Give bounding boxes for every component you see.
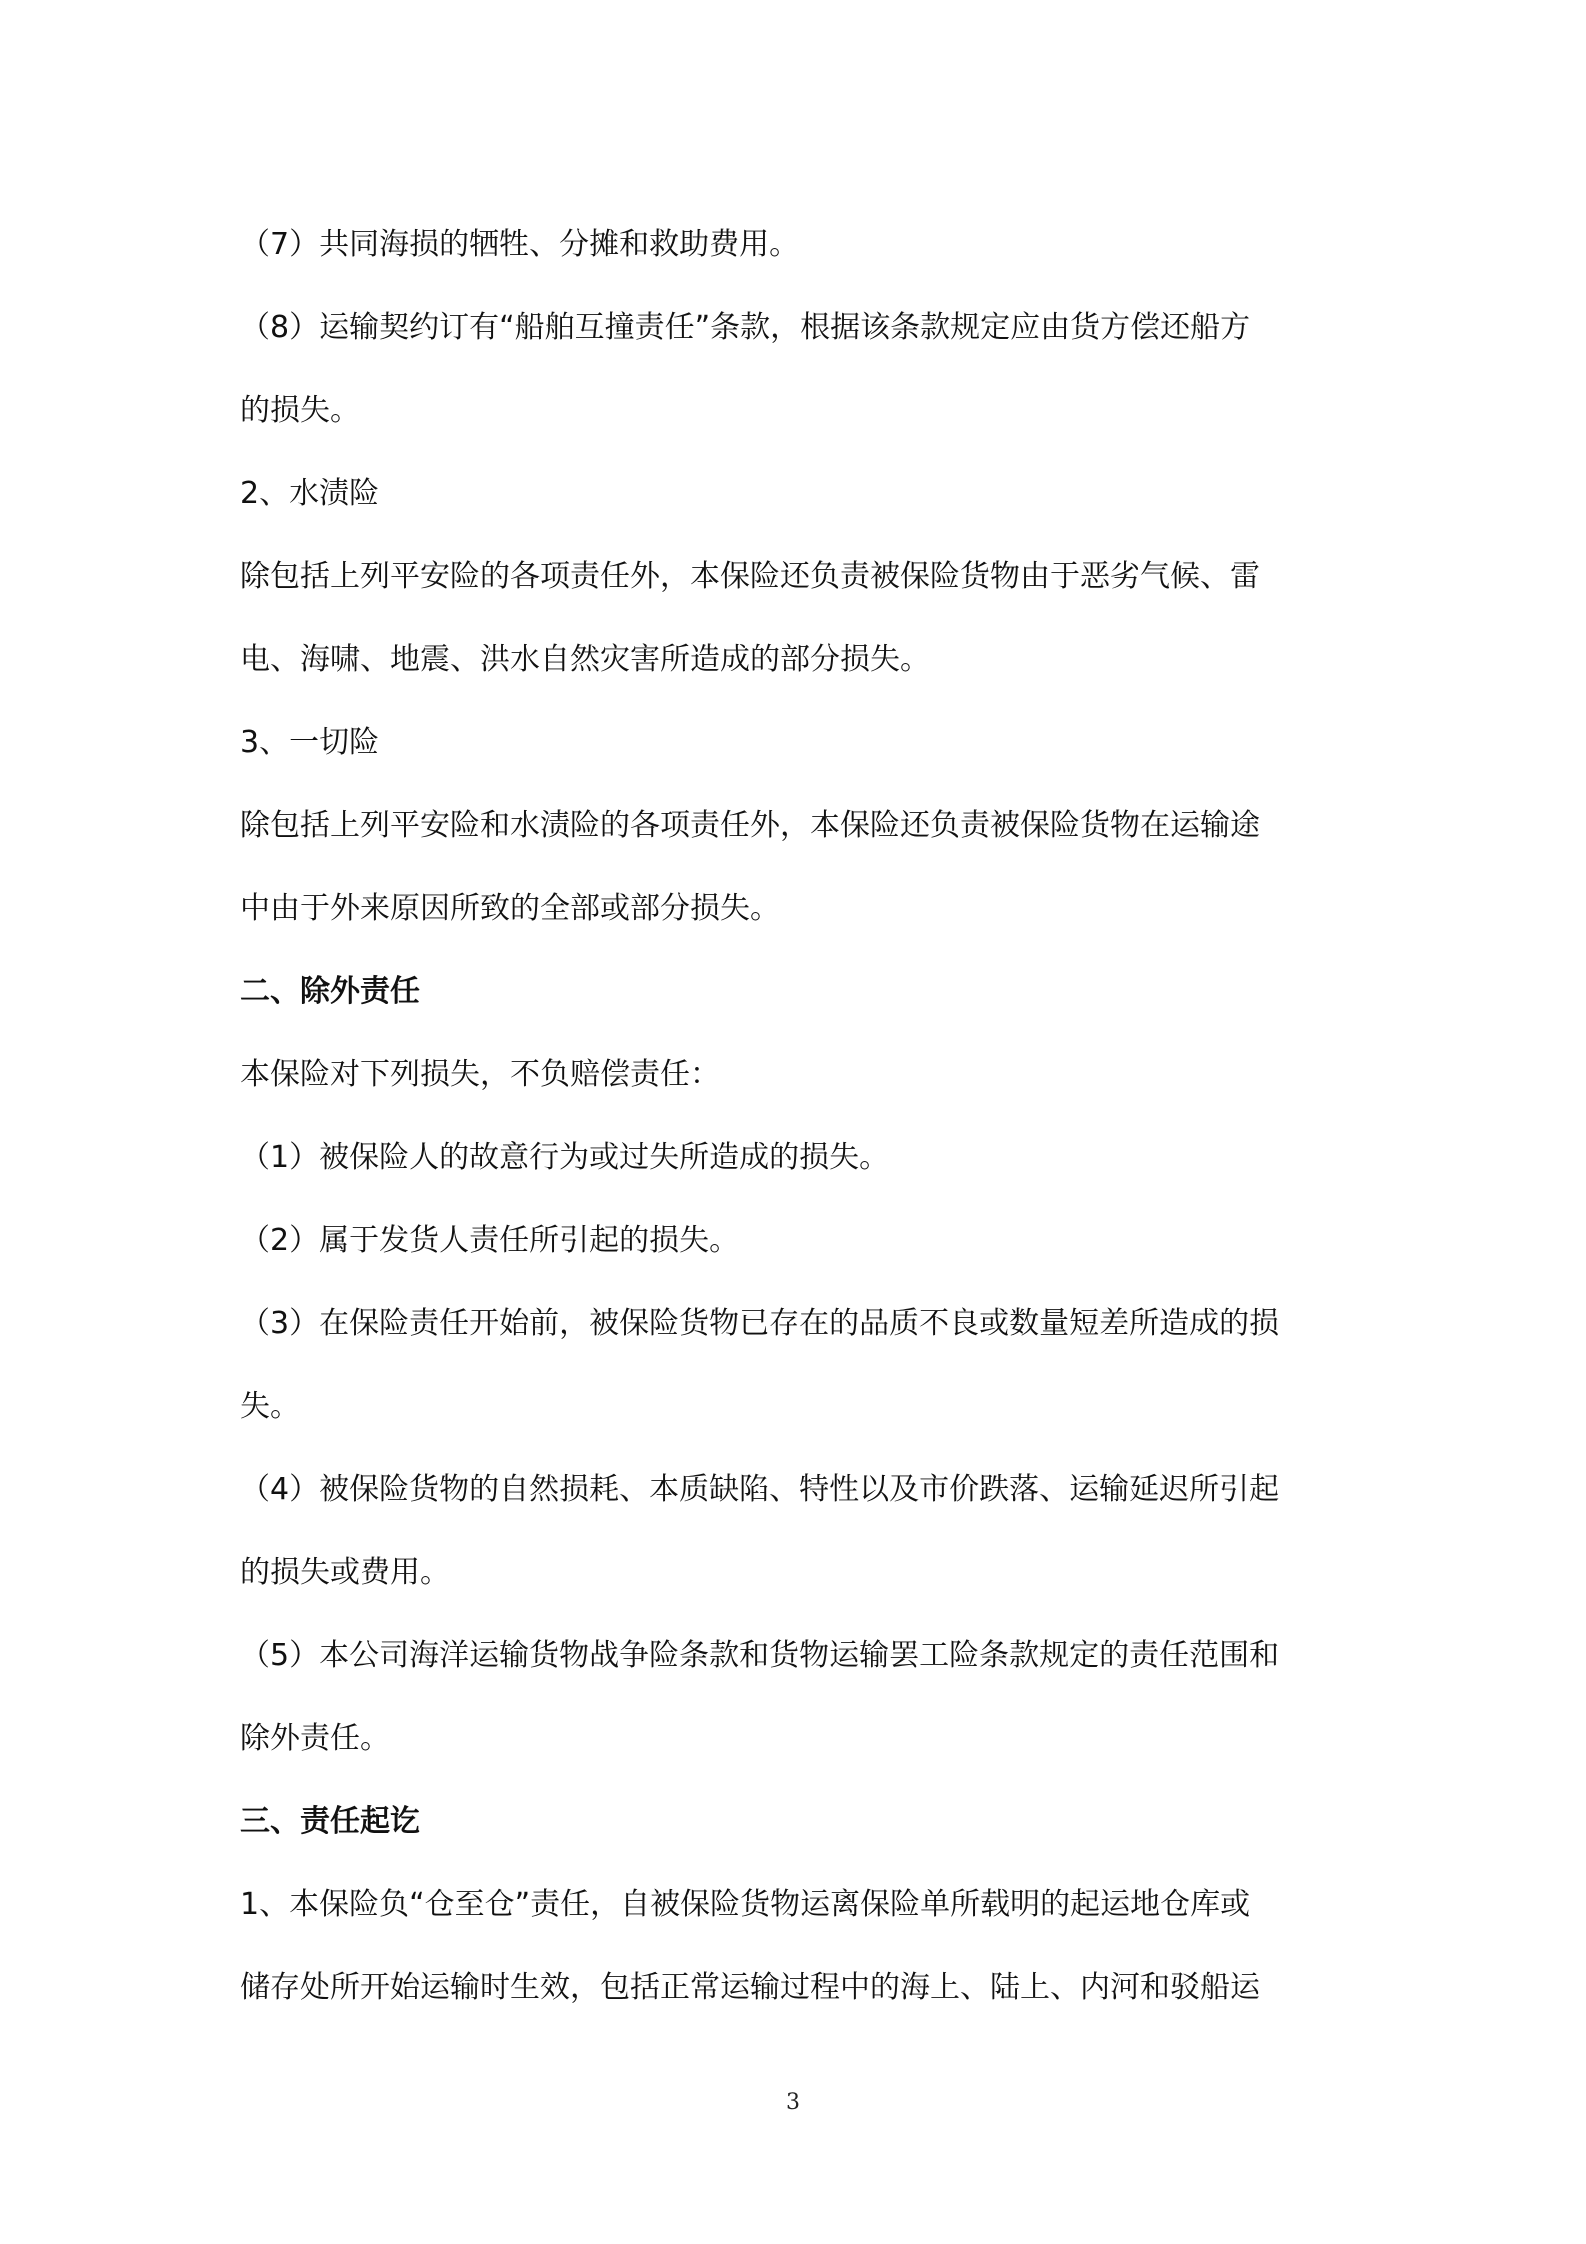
page-number: 3 (786, 2090, 800, 2115)
duration-line-1: 1、本保险负“仓至仓”责任，自被保险货物运离保险单所载明的起运地仓库或 (240, 1887, 1251, 1922)
all-risks-line-2: 中由于外来原因所致的全部或部分损失。 (240, 891, 780, 926)
exclusion-item-1: （1）被保险人的故意行为或过失所造成的损失。 (240, 1140, 890, 1175)
subheading-all-risks: 3、一切险 (240, 725, 380, 760)
exclusion-item-3-line-2: 失。 (240, 1389, 300, 1424)
item-7-line: （7）共同海损的牺牲、分摊和救助费用。 (240, 227, 800, 262)
exclusion-item-4-line-2: 的损失或费用。 (240, 1555, 450, 1590)
exclusion-item-5-line-1: （5）本公司海洋运输货物战争险条款和货物运输罢工险条款规定的责任范围和 (240, 1638, 1280, 1673)
section-heading-exclusions: 二、除外责任 (240, 974, 420, 1009)
water-damage-line-2: 电、海啸、地震、洪水自然灾害所造成的部分损失。 (240, 642, 930, 677)
exclusion-item-3-line-1: （3）在保险责任开始前，被保险货物已存在的品质不良或数量短差所造成的损 (240, 1306, 1280, 1341)
document-body (240, 203, 1350, 2029)
exclusion-item-5-line-2: 除外责任。 (240, 1721, 390, 1756)
all-risks-line-1: 除包括上列平安险和水渍险的各项责任外，本保险还负责被保险货物在运输途 (240, 808, 1260, 843)
item-8-line-2: 的损失。 (240, 393, 360, 428)
duration-line-2: 储存处所开始运输时生效，包括正常运输过程中的海上、陆上、内河和驳船运 (240, 1970, 1260, 2005)
water-damage-line-1: 除包括上列平安险的各项责任外，本保险还负责被保险货物由于恶劣气候、雷 (240, 559, 1260, 594)
exclusions-intro: 本保险对下列损失，不负赔偿责任： (240, 1057, 720, 1092)
exclusion-item-4-line-1: （4）被保险货物的自然损耗、本质缺陷、特性以及市价跌落、运输延迟所引起 (240, 1472, 1280, 1507)
exclusion-item-2: （2）属于发货人责任所引起的损失。 (240, 1223, 740, 1258)
item-8-line-1: （8）运输契约订有“船舶互撞责任”条款，根据该条款规定应由货方偿还船方 (240, 310, 1251, 345)
subheading-water-damage: 2、水渍险 (240, 476, 380, 511)
section-heading-duration: 三、责任起讫 (240, 1804, 420, 1839)
